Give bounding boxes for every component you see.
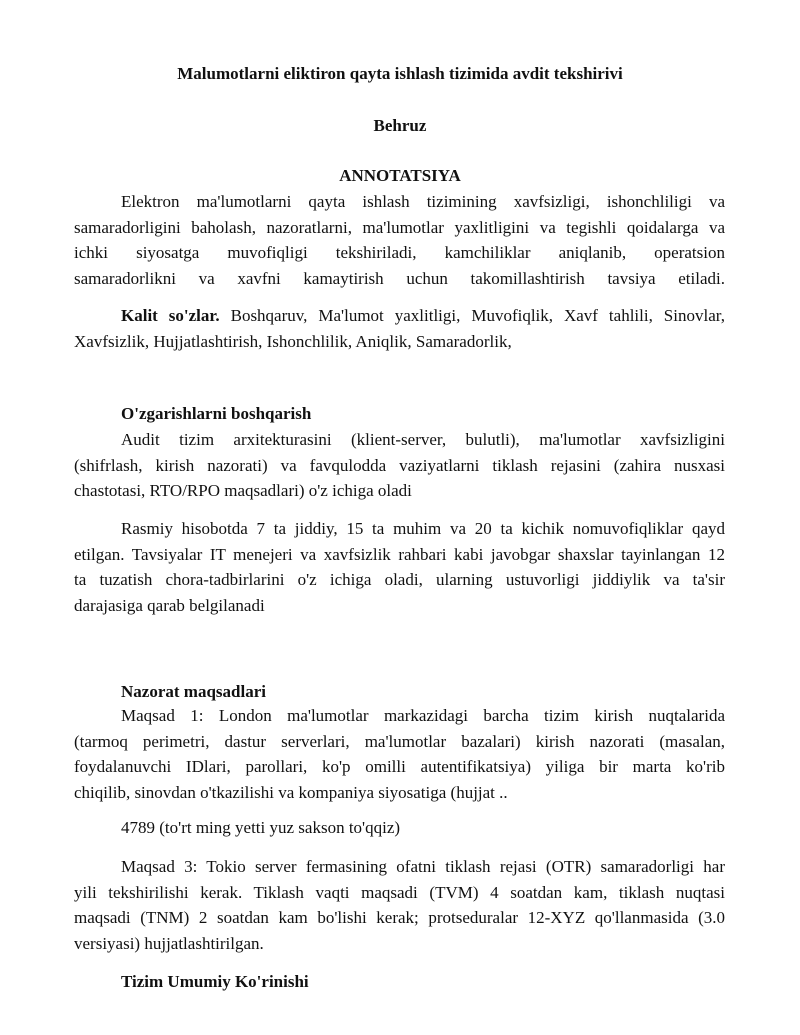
section2-paragraph-1 bbox=[74, 703, 725, 805]
annotation-heading: ANNOTATSIYA bbox=[339, 166, 461, 185]
paragraph-line: 4789 (to'rt ming yetti yuz sakson to'qqiz) bbox=[121, 818, 401, 837]
annotation-paragraph bbox=[74, 189, 725, 291]
keywords-label: Kalit so'zlar. bbox=[121, 306, 220, 325]
paragraph-line: (tarmoq perimetri, dastur serverlari, ma'lumotlar bazalari) kirish nazorati (masalan, bbox=[74, 731, 725, 751]
annotation-line: ichki siyosatga muvofiqligi tekshiriladi, kamchiliklar aniqlanib, operatsion bbox=[74, 243, 725, 262]
paragraph-line: chiqilib, sinovdan o'tkazilishi va kompaniya siyosatiga (hujjat .. bbox=[74, 782, 508, 802]
paragraph-line: foydalanuvchi IDlari, parollari, ko'p omilli autentifikatsiya) yiliga bir marta ko'rib bbox=[74, 757, 725, 776]
keywords-text: Boshqaruv, Ma'lumot yaxlitligi, Muvofiqlik, Xavf tahlili, Sinovlar, bbox=[219, 306, 725, 325]
paragraph-line: etilgan. Tavsiyalar IT menejeri va xavfsizlik rahbari kabi javobgar shaxslar tayinlangan 12 bbox=[74, 544, 725, 564]
section1-paragraph-2 bbox=[74, 516, 725, 618]
paragraph-line: Audit tizim arxitekturasini (klient-server, bulutli), ma'lumotlar xavfsizligini bbox=[121, 430, 725, 449]
keywords-paragraph bbox=[74, 303, 725, 354]
document-title: Malumotlarni eliktiron qayta ishlash tizimida avdit tekshirivi bbox=[177, 64, 623, 83]
paragraph-line: ta tuzatish chora-tadbirlarini o'z ichiga oladi, ularning ustuvorligi jiddiylik va ta'sir bbox=[74, 570, 725, 589]
section2-number-paragraph bbox=[74, 815, 725, 841]
section2-paragraph-3 bbox=[74, 854, 725, 956]
paragraph-line: darajasiga qarab belgilanadi bbox=[74, 595, 265, 615]
section-heading-system-overview: Tizim Umumiy Ko'rinishi bbox=[121, 972, 309, 991]
keywords-line bbox=[74, 303, 725, 329]
keywords-line: Xavfsizlik, Hujjatlashtirish, Ishonchlilik, Aniqlik, Samaradorlik, bbox=[74, 331, 512, 351]
paragraph-line: Maqsad 1: London ma'lumotlar markazidagi barcha tizim kirish nuqtalarida bbox=[121, 706, 725, 725]
section-heading-change-management: O'zgarishlarni boshqarish bbox=[121, 404, 312, 423]
paragraph-line: Maqsad 3: Tokio server fermasining ofatni tiklash rejasi (OTR) samaradorligi har bbox=[121, 857, 725, 876]
paragraph-line: (shifrlash, kirish nazorati) va favqulodda vaziyatlarni tiklash rejasini (zahira nusxasi bbox=[74, 455, 725, 475]
annotation-line: samaradorligini baholash, nazoratlarni, ma'lumotlar yaxlitligini va tegishli qoidalarga va bbox=[74, 217, 725, 237]
document-author: Behruz bbox=[373, 116, 427, 135]
paragraph-line: Rasmiy hisobotda 7 ta jiddiy, 15 ta muhim va 20 ta kichik nomuvofiqliklar qayd bbox=[121, 519, 725, 538]
paragraph-line: maqsadi (TNM) 2 soatdan kam bo'lishi kerak; protseduralar 12-XYZ qo'llanmasida (3.0 bbox=[74, 908, 725, 927]
paragraph-line: versiyasi) hujjatlashtirilgan. bbox=[74, 933, 264, 953]
paragraph-line: yili tekshirilishi kerak. Tiklash vaqti maqsadi (TVM) 4 soatdan kam, tiklash nuqtasi bbox=[74, 882, 725, 902]
paragraph-line: chastotasi, RTO/RPO maqsadlari) o'z ichiga oladi bbox=[74, 481, 412, 500]
section-heading-control-objectives: Nazorat maqsadlari bbox=[121, 682, 266, 701]
section1-paragraph-1 bbox=[74, 427, 725, 504]
annotation-line: Elektron ma'lumotlarni qayta ishlash tizimining xavfsizligi, ishonchliligi va bbox=[121, 192, 725, 211]
annotation-line: samaradorlikni va xavfni kamaytirish uchun takomillashtirish tavsiya etiladi. bbox=[74, 268, 725, 288]
